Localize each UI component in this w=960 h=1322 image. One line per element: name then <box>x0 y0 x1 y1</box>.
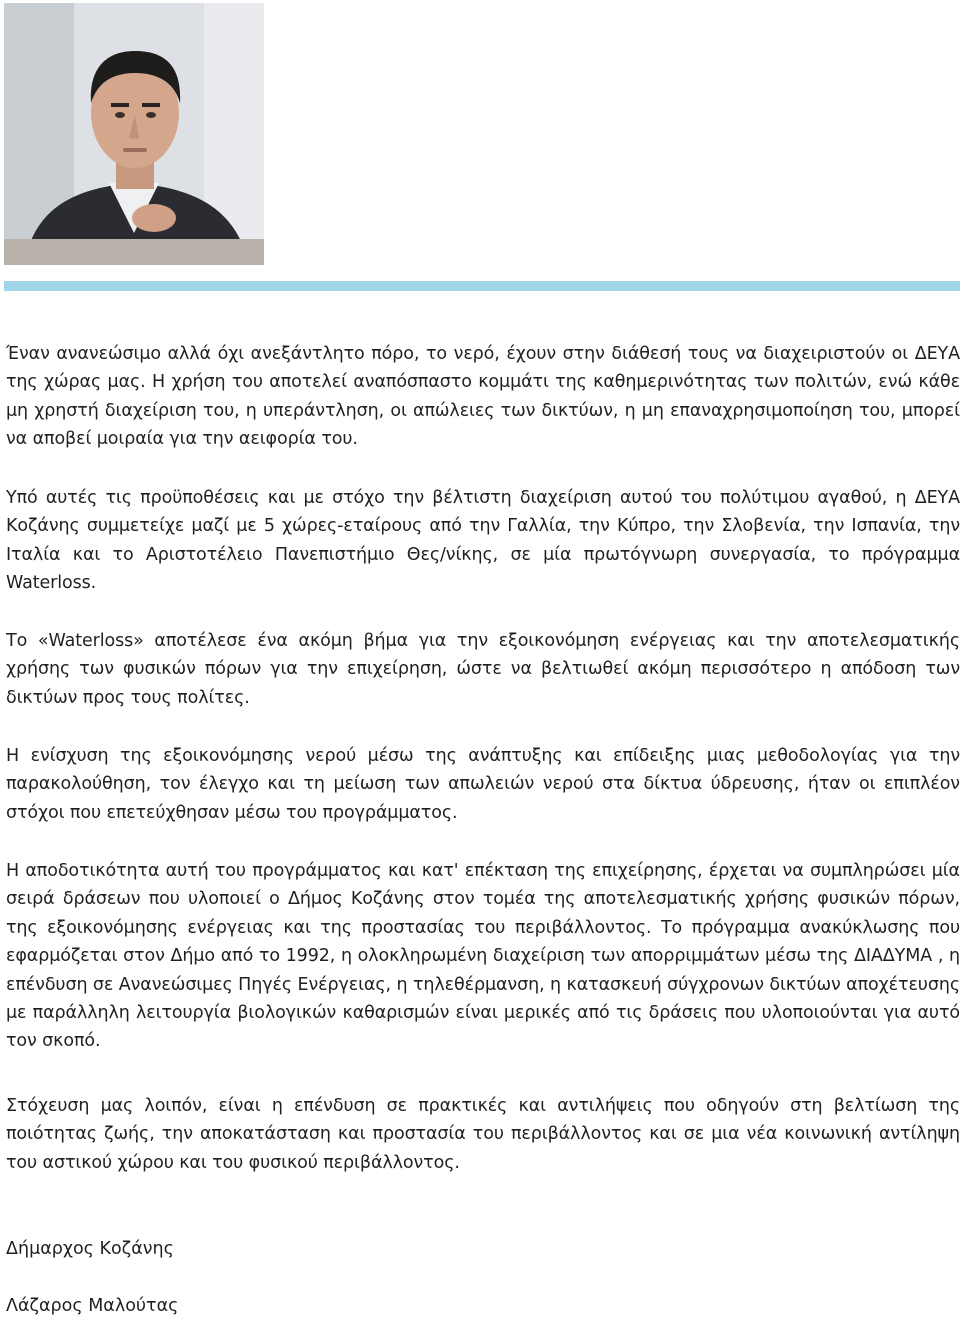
paragraph-conclusion: Στόχευση μας λοιπόν, είναι η επένδυση σε πρακτικές και αντιλήψεις που οδηγούν στη βελτίωση της ποιότητας ζωής, την αποκατάσταση και προστασία του περιβάλλοντος και σε μια νέα κοινωνική αντίληψη του αστικού χώρου και του φυσικού περιβάλλοντος. <box>6 1096 960 1173</box>
paragraph-waterloss-program: Υπό αυτές τις προϋποθέσεις και με στόχο την βέλτιστη διαχείριση αυτού του πολύτιμου αγαθού, η ΔΕΥΑ Κοζάνης συμμετείχε μαζί με 5 χώρες-εταίρους από την Γαλλία, την Κύπρο, την Σλοβενία, την Ισπανία, την Ιταλία και το Αριστοτέλειο Πανεπιστήμιο Θες/νίκης, σε μία πρωτόγνωρη συνεργασία, το πρόγραμμα Waterloss. <box>6 488 960 594</box>
paragraph-waterloss-benefits: Το «Waterloss» αποτέλεσε ένα ακόμη βήμα για την εξοικονόμηση ενέργειας και την αποτελεσματικής χρήσης των φυσικών πόρων για την επιχείρηση, ώστε να βελτιωθεί ακόμη περισσότερο η απόδοση των δικτύων προς τους πολίτες. <box>6 631 960 708</box>
signature-name: Λάζαρος Μαλούτας <box>6 1296 179 1316</box>
portrait-illustration <box>4 3 264 265</box>
paragraph-intro: Έναν ανανεώσιμο αλλά όχι ανεξάντλητο πόρο, το νερό, έχουν στην διάθεσή τους να διαχειριστούν οι ΔΕΥΑ της χώρας μας. Η χρήση του αποτελεί αναπόσπαστο κομμάτι της καθημερινότητας των πολιτών, ενώ κάθε μη χρηστή διαχείριση του, η υπεράντληση, οι απώλειες των δικτύων, η μη επαναχρησιμοποίηση του, μπορεί να αποβεί μοιραία για την αειφορία του. <box>6 344 960 450</box>
portrait-photo-icon <box>4 3 264 265</box>
section-divider <box>4 281 960 291</box>
paragraph-water-saving: Η ενίσχυση της εξοικονόμησης νερού μέσω της ανάπτυξης και επίδειξης μιας μεθοδολογίας για την παρακολούθηση, τον έλεγχο και τη μείωση των απωλειών νερού στα δίκτυα ύδρευσης, ήταν οι επιπλέον στόχοι που επετεύχθησαν μέσω του προγράμματος. <box>6 746 960 823</box>
paragraph-municipal-actions: Η αποδοτικότητα αυτή του προγράμματος και κατ' επέκταση της επιχείρησης, έρχεται να συμπληρώσει μία σειρά δράσεων που υλοποιεί ο Δήμος Κοζάνης στον τομέα της αποτελεσματικής χρήσης φυσικών πόρων, της εξοικονόμησης ενέργειας και της προστασίας του περιβάλλοντος. Το πρόγραμμα ανακύκλωσης που εφαρμόζεται στον Δήμο από το 1992, η ολοκληρωμένη διαχείριση των απορριμμάτων μέσω της ΔΙΑΔΥΜΑ , η επένδυση σε Ανανεώσιμες Πηγές Ενέργειας, η τηλεθέρμανση, η κατασκευή σύγχρονων δικτύων αποχέτευσης με παράλληλη λειτουργία βιολογικών καθαρισμών είναι μερικές από τις δράσεις που υλοποιούνται για αυτό τον σκοπό. <box>6 861 960 1052</box>
signature-title: Δήμαρχος Κοζάνης <box>6 1239 174 1259</box>
